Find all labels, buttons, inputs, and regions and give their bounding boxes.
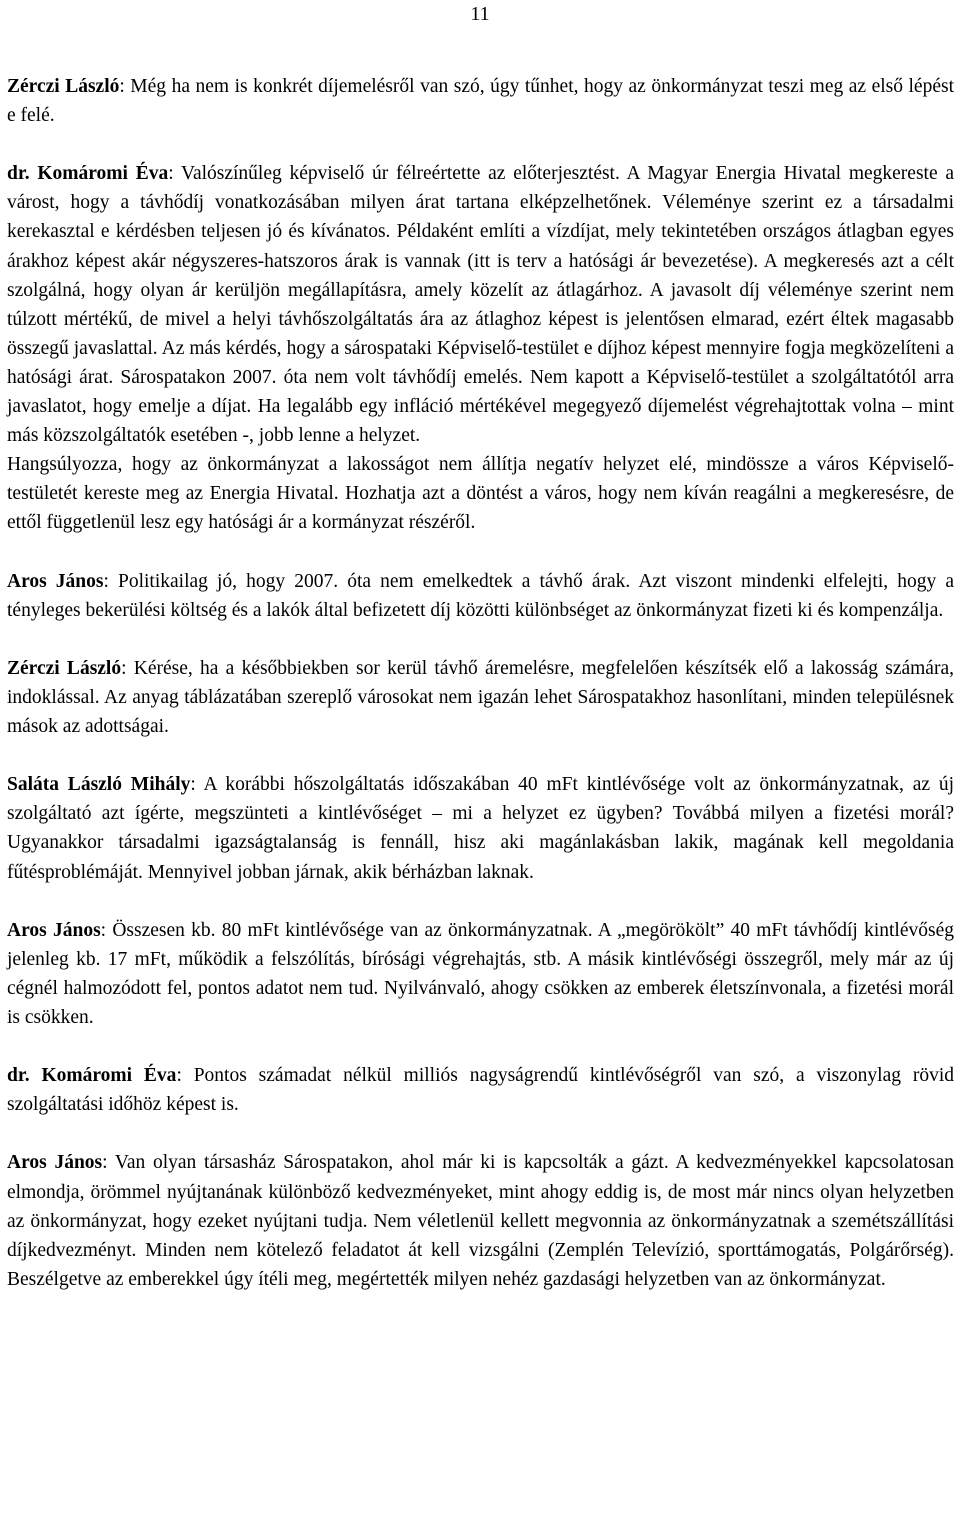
paragraph-text: : Kérése, ha a későbbiekben sor kerül távhő áremelésre, megfelelően készítsék elő a lakosság számára, indoklással. Az anyag táblázatában szereplő városokat nem igazán lehet Sárospatakhoz hasonlítani, minden településnek mások az adottságai. bbox=[7, 657, 954, 738]
paragraph-text: : Még ha nem is konkrét díjemelésről van szó, úgy tűnhet, hogy az önkormányzat teszi meg az első lépést e felé. bbox=[7, 76, 954, 127]
paragraph-text: : Pontos számadat nélkül milliós nagyságrendű kintlévőségről van szó, a viszonylag rövid szolgáltatási időhöz képest is. bbox=[7, 1065, 955, 1116]
paragraph-aros-3 bbox=[7, 1148, 954, 1293]
paragraph-text: : A korábbi hőszolgáltatás időszakában 40 mFt kintlévősége volt az önkormányzatnak, az új szolgáltató azt ígérte, megszünteti a kintlévőséget – mi a helyzet ez ügyben? Továbbá milyen a fizetési morál? Ugyanakkor társadalmi igazságtalanság is fennáll, hisz aki magánlakásban lakik, magának kell megoldania fűtésproblémáját. Mennyivel jobban járnak, akik bérházban laknak. bbox=[7, 774, 954, 883]
paragraph-zerczi-1 bbox=[7, 72, 954, 130]
paragraph-aros-2 bbox=[7, 916, 954, 1032]
speaker-name: dr. Komáromi Éva bbox=[7, 163, 169, 185]
speaker-name: dr. Komáromi Éva bbox=[7, 1065, 177, 1087]
paragraph-komaromi-2 bbox=[7, 1061, 954, 1119]
paragraph-text: : Politikailag jó, hogy 2007. óta nem emelkedtek a távhő árak. Azt viszont mindenki elfelejti, hogy a tényleges bekerülési költség és a lakók által befizetett díj közötti különbséget az önkormányzat fizeti ki és kompenzálja. bbox=[7, 570, 954, 621]
speaker-name: Aros János bbox=[7, 570, 104, 592]
paragraph-zerczi-2 bbox=[7, 654, 954, 741]
paragraph-text: : Összesen kb. 80 mFt kintlévősége van az önkormányzatnak. A „megörökölt” 40 mFt távhődíj kintlévőség jelenleg kb. 17 mFt, működik a felszólítás, bírósági végrehajtás, stb. A másik kintlévőségi összegről, mely már az új cégnél halmozódott fel, pontos adatot nem tud. Nyilvánvaló, ahogy csökken az emberek életszínvonala, a fizetési morál is csökken. bbox=[7, 919, 954, 1028]
speaker-name: Zérczi László bbox=[7, 657, 122, 679]
speaker-name: Aros János bbox=[7, 919, 101, 941]
paragraph-salata bbox=[7, 770, 954, 886]
paragraph-main bbox=[7, 159, 954, 450]
document-body bbox=[7, 72, 954, 1294]
speaker-name: Saláta László Mihály bbox=[7, 774, 191, 796]
paragraph-text: : Valószínűleg képviselő úr félreértette az előterjesztést. A Magyar Energia Hivatal megkereste a várost, hogy a távhődíj vonatkozásában milyen árat tartana elképzelhetőnek. Véleménye szerint ez a társadalmi kerekasztal e kérdésben teljesen jó és kívánatos. Példaként említi a vízdíjat, mely tekintetében országos átlagban egyes árakhoz képest akár négyszeres-hatszoros árak is vannak (itt is terv a hatósági ár bevezetése). A megkeresés azt a célt szolgálná, hogy olyan ár kerüljön megállapításra, amely közelít az átlagárhoz. A javasolt díj véleménye szerint nem túlzott mértékű, de mivel a helyi távhőszolgáltatás ára az átlaghoz képest is jelentősen elmarad, ezért éltek magasabb összegű javaslattal. Az más kérdés, hogy a sárospataki Képviselő-testület e díjhoz képest mennyire fogja megközelíteni a hatósági árat. Sárospatakon 2007. óta nem volt távhődíj emelés. Nem kapott a Képviselő-testület a szolgáltatótól arra javaslatot, hogy emelje a díjat. Ha legalább egy infláció mértékével megegyező díjemelést végrehajtottak volna – mint más közszolgáltatók esetében -, jobb lenne a helyzet. bbox=[7, 163, 955, 447]
paragraph-continuation: Hangsúlyozza, hogy az önkormányzat a lakosságot nem állítja negatív helyzet elé, mindössze a város Képviselő-testületét kereste meg az Energia Hivatal. Hozhatja azt a döntést a város, hogy nem kíván reagálni a megkeresésre, de ettől függetlenül lesz egy hatósági ár a kormányzat részéről. bbox=[7, 454, 954, 534]
paragraph-aros-1 bbox=[7, 567, 954, 625]
paragraph-komaromi-1 bbox=[7, 159, 954, 537]
page-number: 11 bbox=[470, 3, 490, 25]
speaker-name: Zérczi László bbox=[7, 76, 120, 97]
speaker-name: Aros János bbox=[7, 1152, 103, 1174]
paragraph-text: : Van olyan társasház Sárospatakon, ahol már ki is kapcsolták a gázt. A kedvezményekkel kapcsolatosan elmondja, örömmel nyújtanának különböző kedvezményeket, mint ahogy eddig is, de most már nincs olyan helyzetben az önkormányzat, hogy ezeket nyújtani tudja. Nem véletlenül kellett megvonnia az önkormányzatnak a szemétszállítási díjkedvezményt. Minden nem kötelező feladatot át kell vizsgálni (Zemplén Televízió, sporttámogatás, Polgárőrség). Beszélgetve az emberekkel úgy ítéli meg, megértették milyen nehéz gazdasági helyzetben van az önkormányzat. bbox=[7, 1152, 954, 1290]
